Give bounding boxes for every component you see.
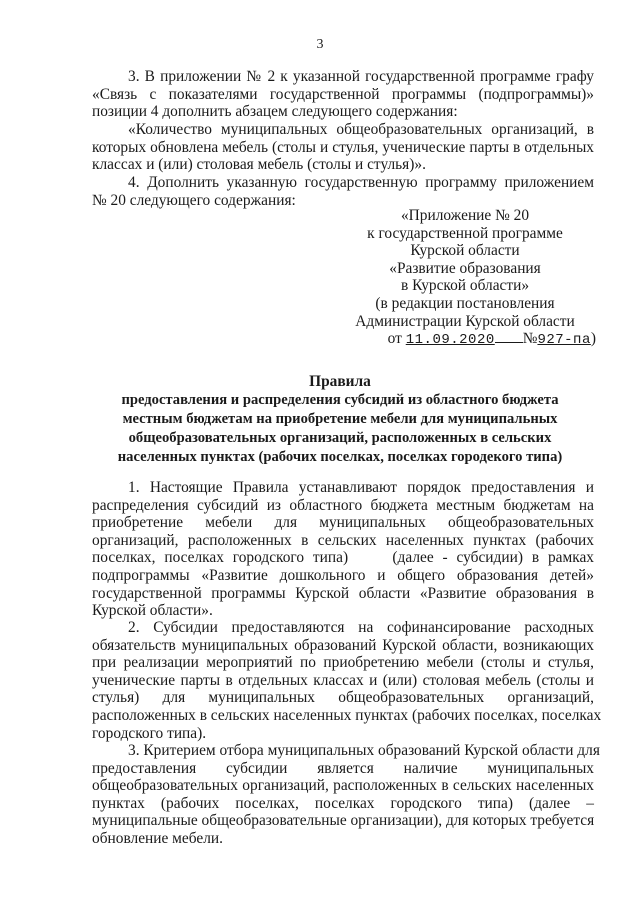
intro-paragraph-4 (92, 174, 594, 209)
text-line: государственной программы Курской области «Развитие образования в (92, 584, 594, 602)
approval-date-line (330, 330, 600, 350)
text-line: общеобразовательных организаций, расположенных в сельских населенных (92, 777, 594, 795)
text-line: Курской области». (92, 602, 213, 620)
text-line: обязательств муниципальных образований Курской области, возникающих (92, 636, 594, 654)
title-line: местным бюджетам на приобретение мебели для муниципальных (122, 411, 558, 427)
text-line: при реализации мероприятий по приобретению мебели (столы и стулья, (92, 654, 594, 672)
title-line: общеобразовательных организаций, расположенных в сельских (128, 430, 552, 446)
date-prefix: от (387, 330, 402, 348)
text-line: подпрограммы «Развитие дошкольного и общего образования детей» (92, 566, 594, 584)
page-number: 3 (316, 37, 324, 52)
text-line: расположенных в сельских населенных пунктах (рабочих поселках, поселках (92, 706, 602, 724)
text-line: 3. Критерием отбора муниципальных образований Курской области для (128, 742, 600, 759)
approval-line: в Курской области» (400, 277, 530, 295)
text-line: 4. Дополнить указанную государственную программу приложением (128, 174, 594, 191)
intro-quote (92, 121, 594, 174)
date-value: 11.09.2020 (405, 332, 495, 349)
text-line: пунктах (рабочих поселках, поселках городского типа) (далее – (92, 794, 594, 812)
number-value: 927-па (537, 332, 591, 349)
rules-paragraph-1 (92, 479, 594, 620)
rules-title (100, 372, 580, 467)
number-prefix: № (522, 330, 538, 348)
underline-gap (495, 330, 523, 343)
text-line: распределения субсидий из областного бюджета местным бюджетам на (92, 496, 594, 514)
closing-paren: ) (590, 330, 596, 348)
text-line: городского типа). (92, 724, 207, 742)
text-line: 3. В приложении № 2 к указанной государственной программе графу (128, 68, 594, 85)
approval-line: к государственной программе (367, 224, 563, 242)
text-line: стулья) для муниципальных общеобразовательных организаций, (92, 689, 594, 707)
rules-paragraph-2 (92, 619, 602, 742)
approval-line: «Развитие образования (389, 259, 541, 277)
text-line: муниципальные общеобразовательные организации), для которых требуется (92, 812, 595, 830)
approval-line: Курской области (410, 242, 520, 260)
text-line: 2. Субсидии предоставляются на софинансирование расходных (128, 619, 594, 636)
text-line: «Количество муниципальных общеобразовательных организаций, в (128, 121, 594, 138)
text-line: «Связь с показателями государственной программы (подпрограммы)» (92, 85, 594, 103)
text-line: предоставления субсидии является наличие муниципальных (92, 759, 594, 777)
approval-line: «Приложение № 20 (400, 207, 530, 224)
text-line: позиции 4 дополнить абзацем следующего содержания: (92, 103, 458, 121)
title-line: населенных пунктах (рабочих поселках, поселках городекого типа) (117, 449, 563, 465)
text-line: обновление мебели. (92, 829, 223, 847)
intro-paragraph-3 (92, 68, 594, 121)
text-line: поселках, поселках городского типа) (далее - субсидии) в рамках (92, 549, 594, 567)
rules-heading: Правила (309, 373, 371, 390)
rules-paragraph-3 (92, 742, 600, 848)
text-line: № 20 следующего содержания: (92, 191, 296, 209)
text-line: приобретение мебели для муниципальных общеобразовательных (92, 514, 594, 532)
text-line: организаций, расположенных в сельских населенных пунктах (рабочих (92, 531, 594, 549)
text-line: ученические парты в отдельных классах и (или) столовая мебель (столы и (92, 671, 594, 689)
approval-line: (в редакции постановления (375, 294, 555, 312)
title-line: предоставления и распределения субсидий из областного бюджета (121, 392, 559, 408)
text-line: 1. Настоящие Правила устанавливают порядок предоставления и (128, 479, 594, 496)
text-line: которых обновлена мебель (столы и стулья, ученические парты в отдельных (92, 138, 594, 156)
appendix-approval-block (330, 207, 600, 350)
approval-line: Администрации Курской области (355, 312, 575, 330)
text-line: классах и (или) столовая мебель (столы и стулья)». (92, 156, 426, 174)
